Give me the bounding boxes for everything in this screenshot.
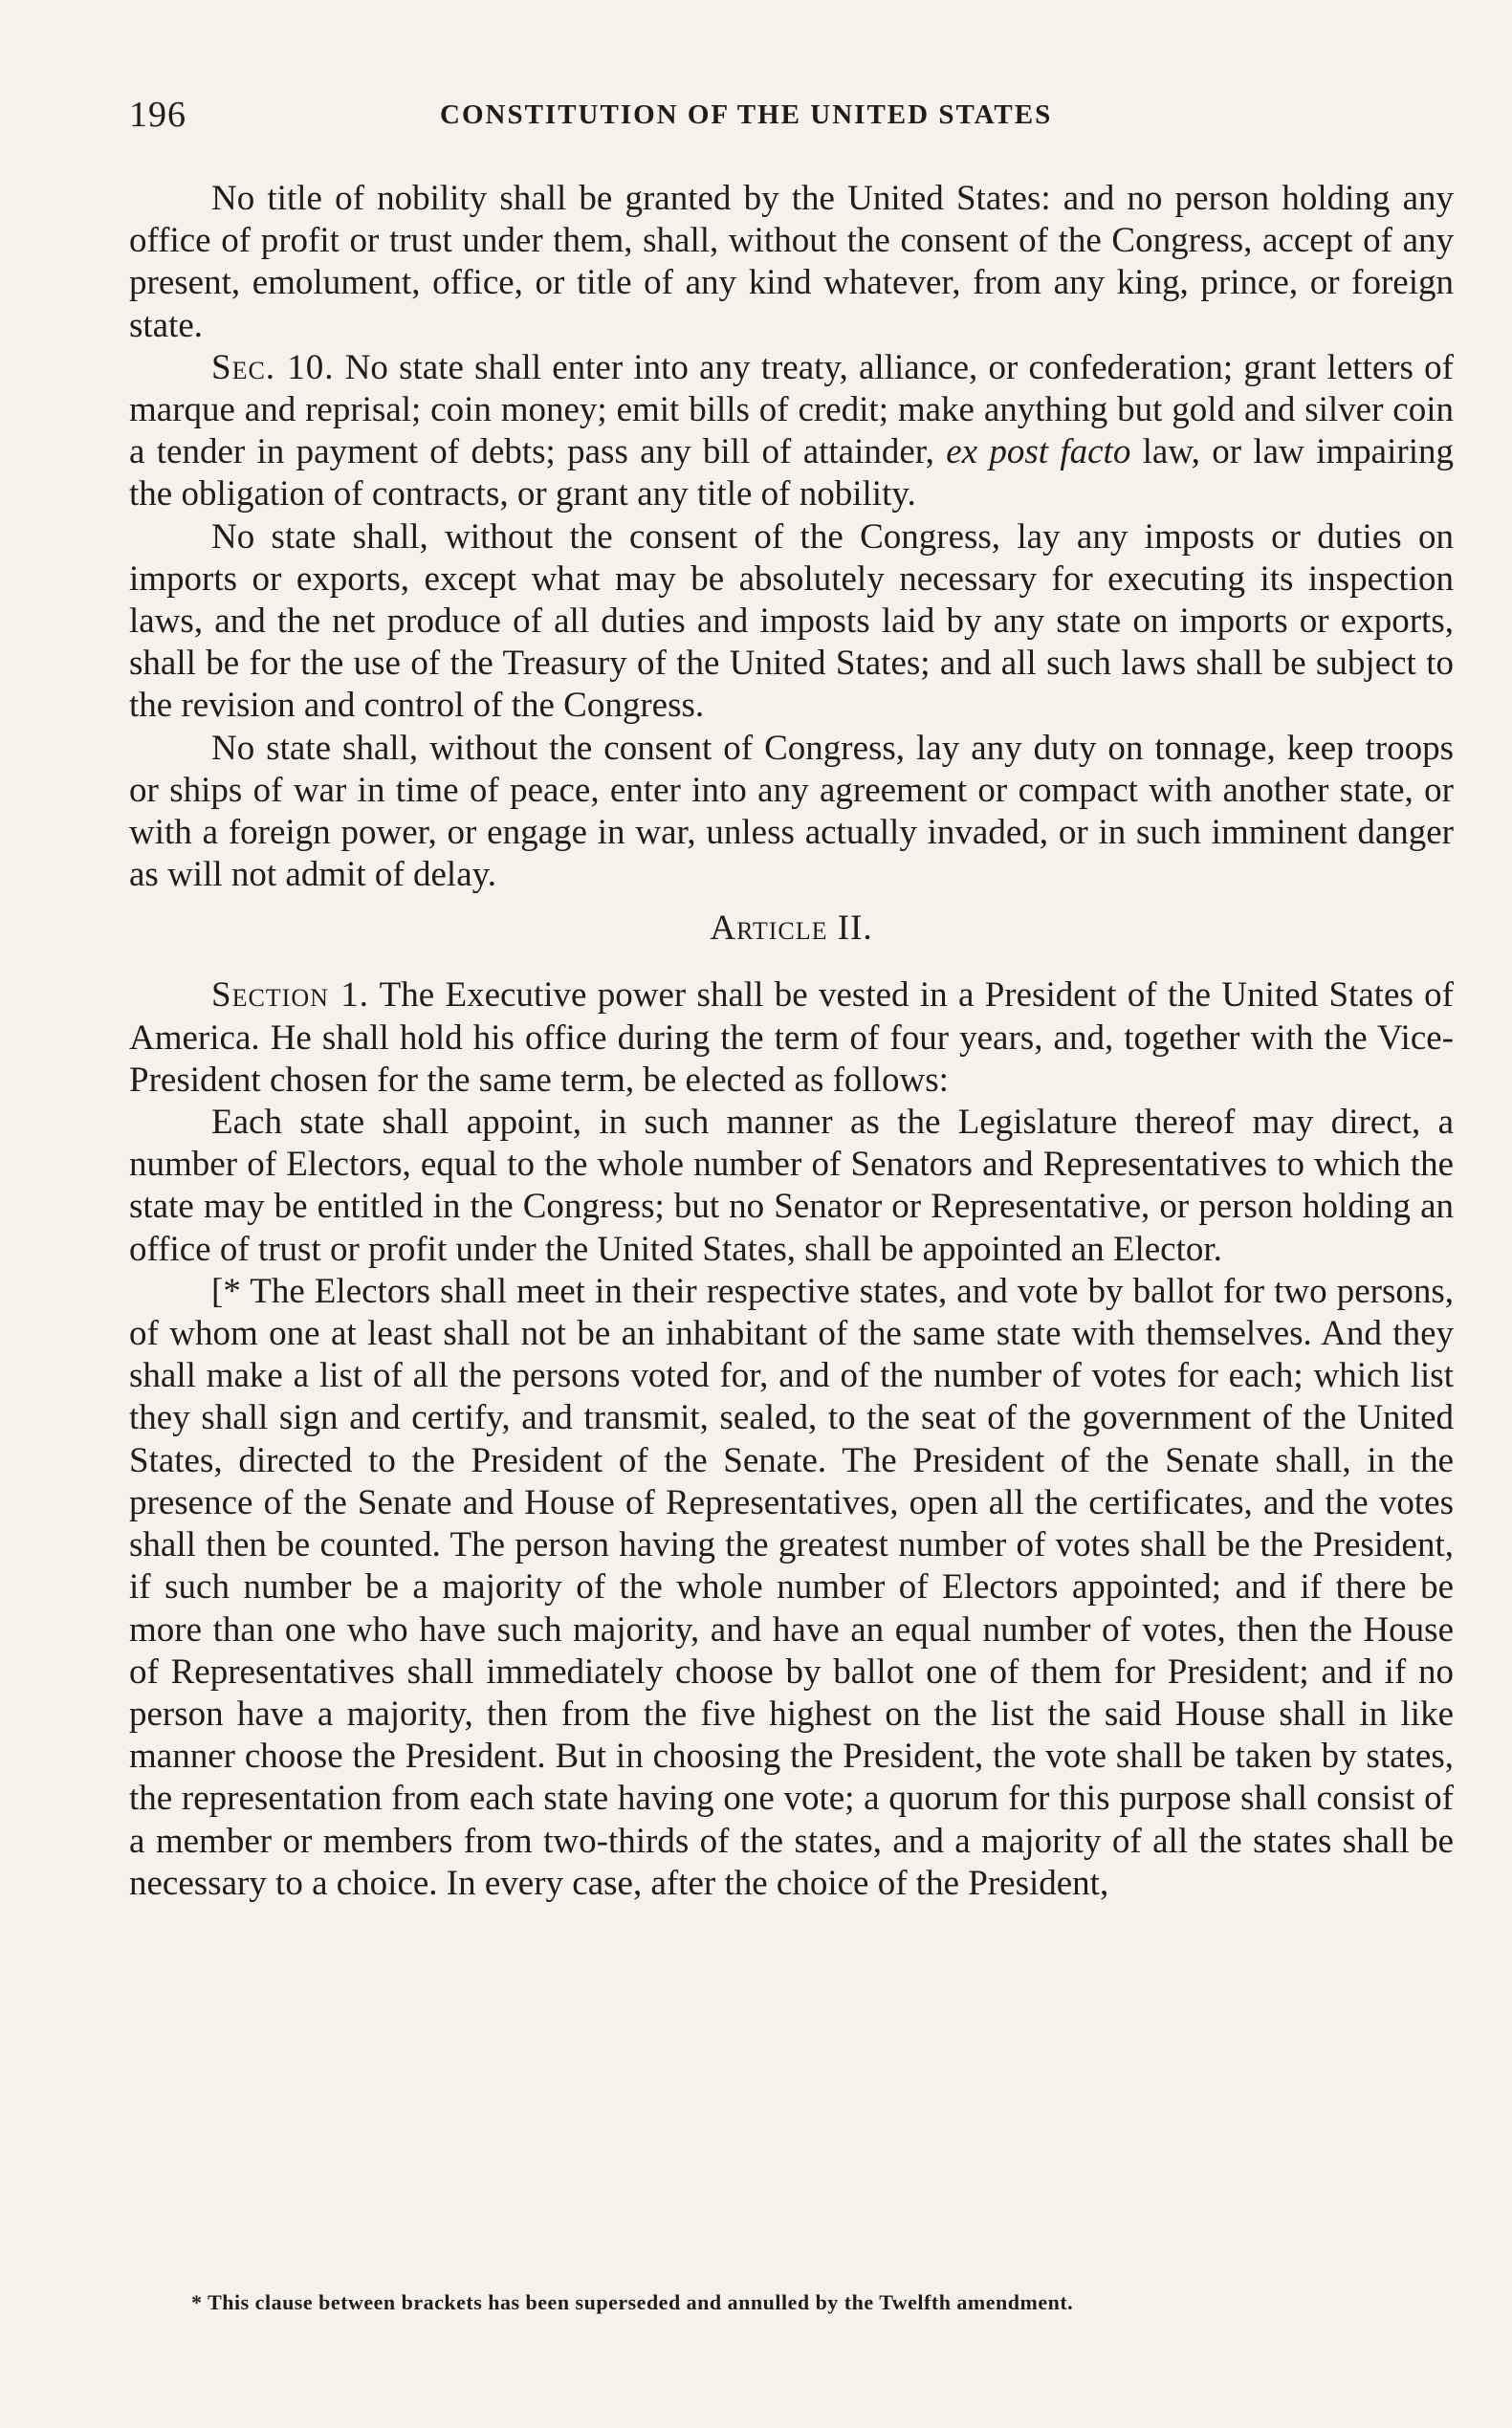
paragraph-section-10 (129, 347, 1454, 516)
paragraph-nobility: No title of nobility shall be granted by the United States: and no person holding any office of profit or trust under them, shall, without the consent of the Congress, accept of any present, emolument, office, or title of any kind whatever, from any king, prince, or foreign state. (129, 179, 1454, 345)
section-10-text-before: No state shall enter into any treaty, alliance, or confederation; grant letters of marque and reprisal; coin money; emit bills of credit; make anything but gold and silver coin a tender in payment of debts; pass any bill of attainder, (129, 347, 1454, 472)
paragraph-tonnage: No state shall, without the consent of Congress, lay any duty on tonnage, keep troops or ships of war in time of peace, enter into any agreement or compact with another state, or with a foreign power, or engage in war, unless actually invaded, or in such imminent danger as will not admit of delay. (129, 728, 1454, 895)
paragraph-electors-meet: [* The Electors shall meet in their respective states, and vote by ballot for two persons, of whom one at least shall not be an inhabitant of the same state with themselves. And they shall make a list of all the persons voted for, and of the number of votes for each; which list they shall sign and certify, and transmit, sealed, to the seat of the government of the United States, directed to the President of the Senate. The President of the Senate shall, in the presence of the Senate and House of Representatives, open all the certificates, and the votes shall then be counted. The person having the greatest number of votes shall be the President, if such number be a majority of the whole number of Electors appointed; and if there be more than one who have such majority, and have an equal number of votes, then the House of Representatives shall immediately choose by ballot one of them for President; and if no person have a majority, then from the five highest on the list the said House shall in like manner choose the President. But in choosing the President, the vote shall be taken by states, the representation from each state having one vote; a quorum for this purpose shall consist of a member or members from two-thirds of the states, and a majority of all the states shall be necessary to a choice. In every case, after the choice of the President, (129, 1271, 1454, 1903)
footnote: * This clause between brackets has been superseded and annulled by the Twelfth amendment. (191, 2290, 1074, 2314)
paragraph-electors-appoint: Each state shall appoint, in such manner as the Legislature thereof may direct, a number of Electors, equal to the whole number of Senators and Representatives to which the state may be entitled in the Congress; but no Senator or Representative, or person holding an office of trust or profit under the United States, shall be appointed an Elector. (129, 1103, 1454, 1269)
section-label: Sec. 10. (211, 347, 335, 387)
paragraph-imposts: No state shall, without the consent of the Congress, lay any imposts or duties on imports or exports, except what may be absolutely necessary for executing its inspection laws, and the net produce of all duties and imposts laid by any state on imports or exports, shall be for the use of the Treasury of the United States; and all such laws shall be subject to the revision and control of the Congress. (129, 516, 1454, 726)
section-label: Section 1. (211, 975, 369, 1016)
running-head (129, 94, 1454, 142)
section-1-text: The Executive power shall be vested in a President of the United States of America. He shall hold his office during the term of four years, and, together with the Vice-President chosen for the same term, be elected as follows: (129, 975, 1454, 1100)
running-title: CONSTITUTION OF THE UNITED STATES (440, 99, 1053, 130)
page-number: 196 (129, 95, 186, 135)
paragraph-section-1 (129, 974, 1454, 1102)
section-10-italic: ex post facto (946, 432, 1131, 472)
section-10-text-after: law, or law impairing the obligation of contracts, or grant any title of nobility. (129, 432, 1454, 514)
article-heading: Article II. (710, 908, 873, 949)
body-text (129, 178, 1454, 1905)
